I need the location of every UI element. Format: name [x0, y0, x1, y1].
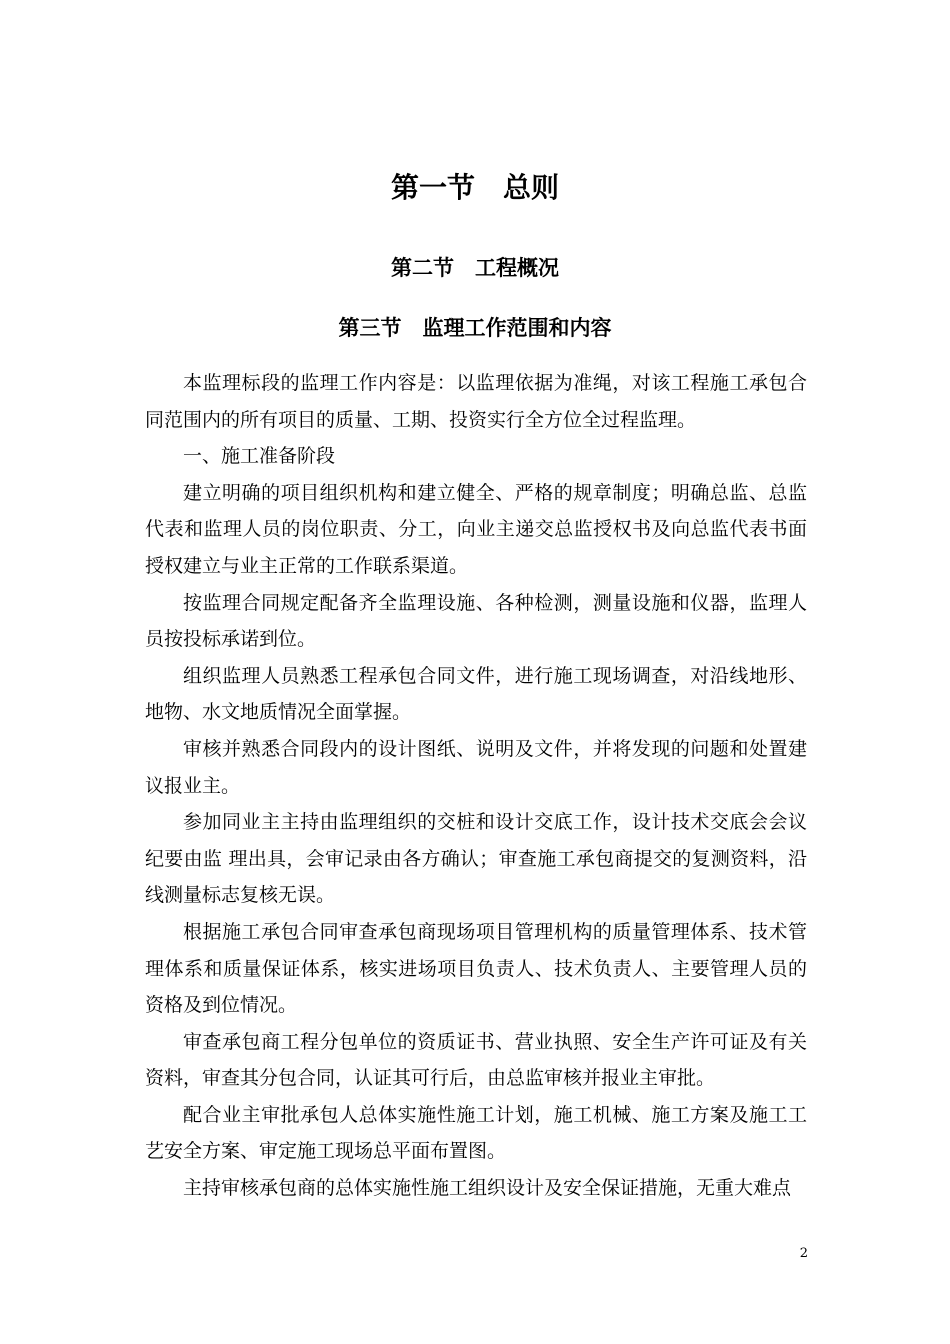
paragraph: 建立明确的项目组织机构和建立健全、严格的规章制度；明确总监、总监代表和监理人员的岗位职责、分工，向业主递交总监授权书及向总监代表书面授权建立与业主正常的工作联系渠道。 [145, 481, 807, 577]
paragraph: 本监理标段的监理工作内容是：以监理依据为准绳，对该工程施工承包合同范围内的所有项目的质量、工期、投资实行全方位全过程监理。 [145, 372, 807, 431]
paragraph: 按监理合同规定配备齐全监理设施、各种检测，测量设施和仪器，监理人员按投标承诺到位。 [145, 591, 807, 651]
page-number: 2 [799, 1246, 808, 1261]
section-heading-project-overview: 第二节 工程概况 [391, 256, 559, 280]
paragraph: 根据施工承包合同审查承包商现场项目管理机构的质量管理体系、技术管理体系和质量保证体系，核实进场项目负责人、技术负责人、主要管理人员的资格及到位情况。 [145, 920, 807, 1017]
paragraph: 配合业主审批承包人总体实施性施工计划，施工机械、施工方案及施工工艺安全方案、审定施工现场总平面布置图。 [145, 1103, 807, 1163]
paragraph: 审查承包商工程分包单位的资质证书、营业执照、安全生产许可证及有关资料，审查其分包合同，认证其可行后，由总监审核并报业主审批。 [145, 1030, 807, 1090]
paragraph: 组织监理人员熟悉工程承包合同文件，进行施工现场调查，对沿线地形、地物、水文地质情况全面掌握。 [145, 664, 807, 724]
paragraph: 参加同业主主持由监理组织的交桩和设计交底工作，设计技术交底会会议纪要由监 理出具，会审记录由各方确认；审查施工承包商提交的复测资料，沿线测量标志复核无误。 [145, 811, 807, 907]
body-text [145, 365, 807, 1207]
paragraph: 审核并熟悉合同段内的设计图纸、说明及文件，并将发现的问题和处置建议报业主。 [145, 737, 807, 797]
paragraph-subheading: 一、施工准备阶段 [183, 445, 336, 468]
section-heading-scope-and-content: 第三节 监理工作范围和内容 [338, 316, 612, 340]
section-heading-general: 第一节 总则 [390, 171, 559, 204]
paragraph: 主持审核承包商的总体实施性施工组织设计及安全保证措施，无重大难点 [183, 1177, 792, 1200]
